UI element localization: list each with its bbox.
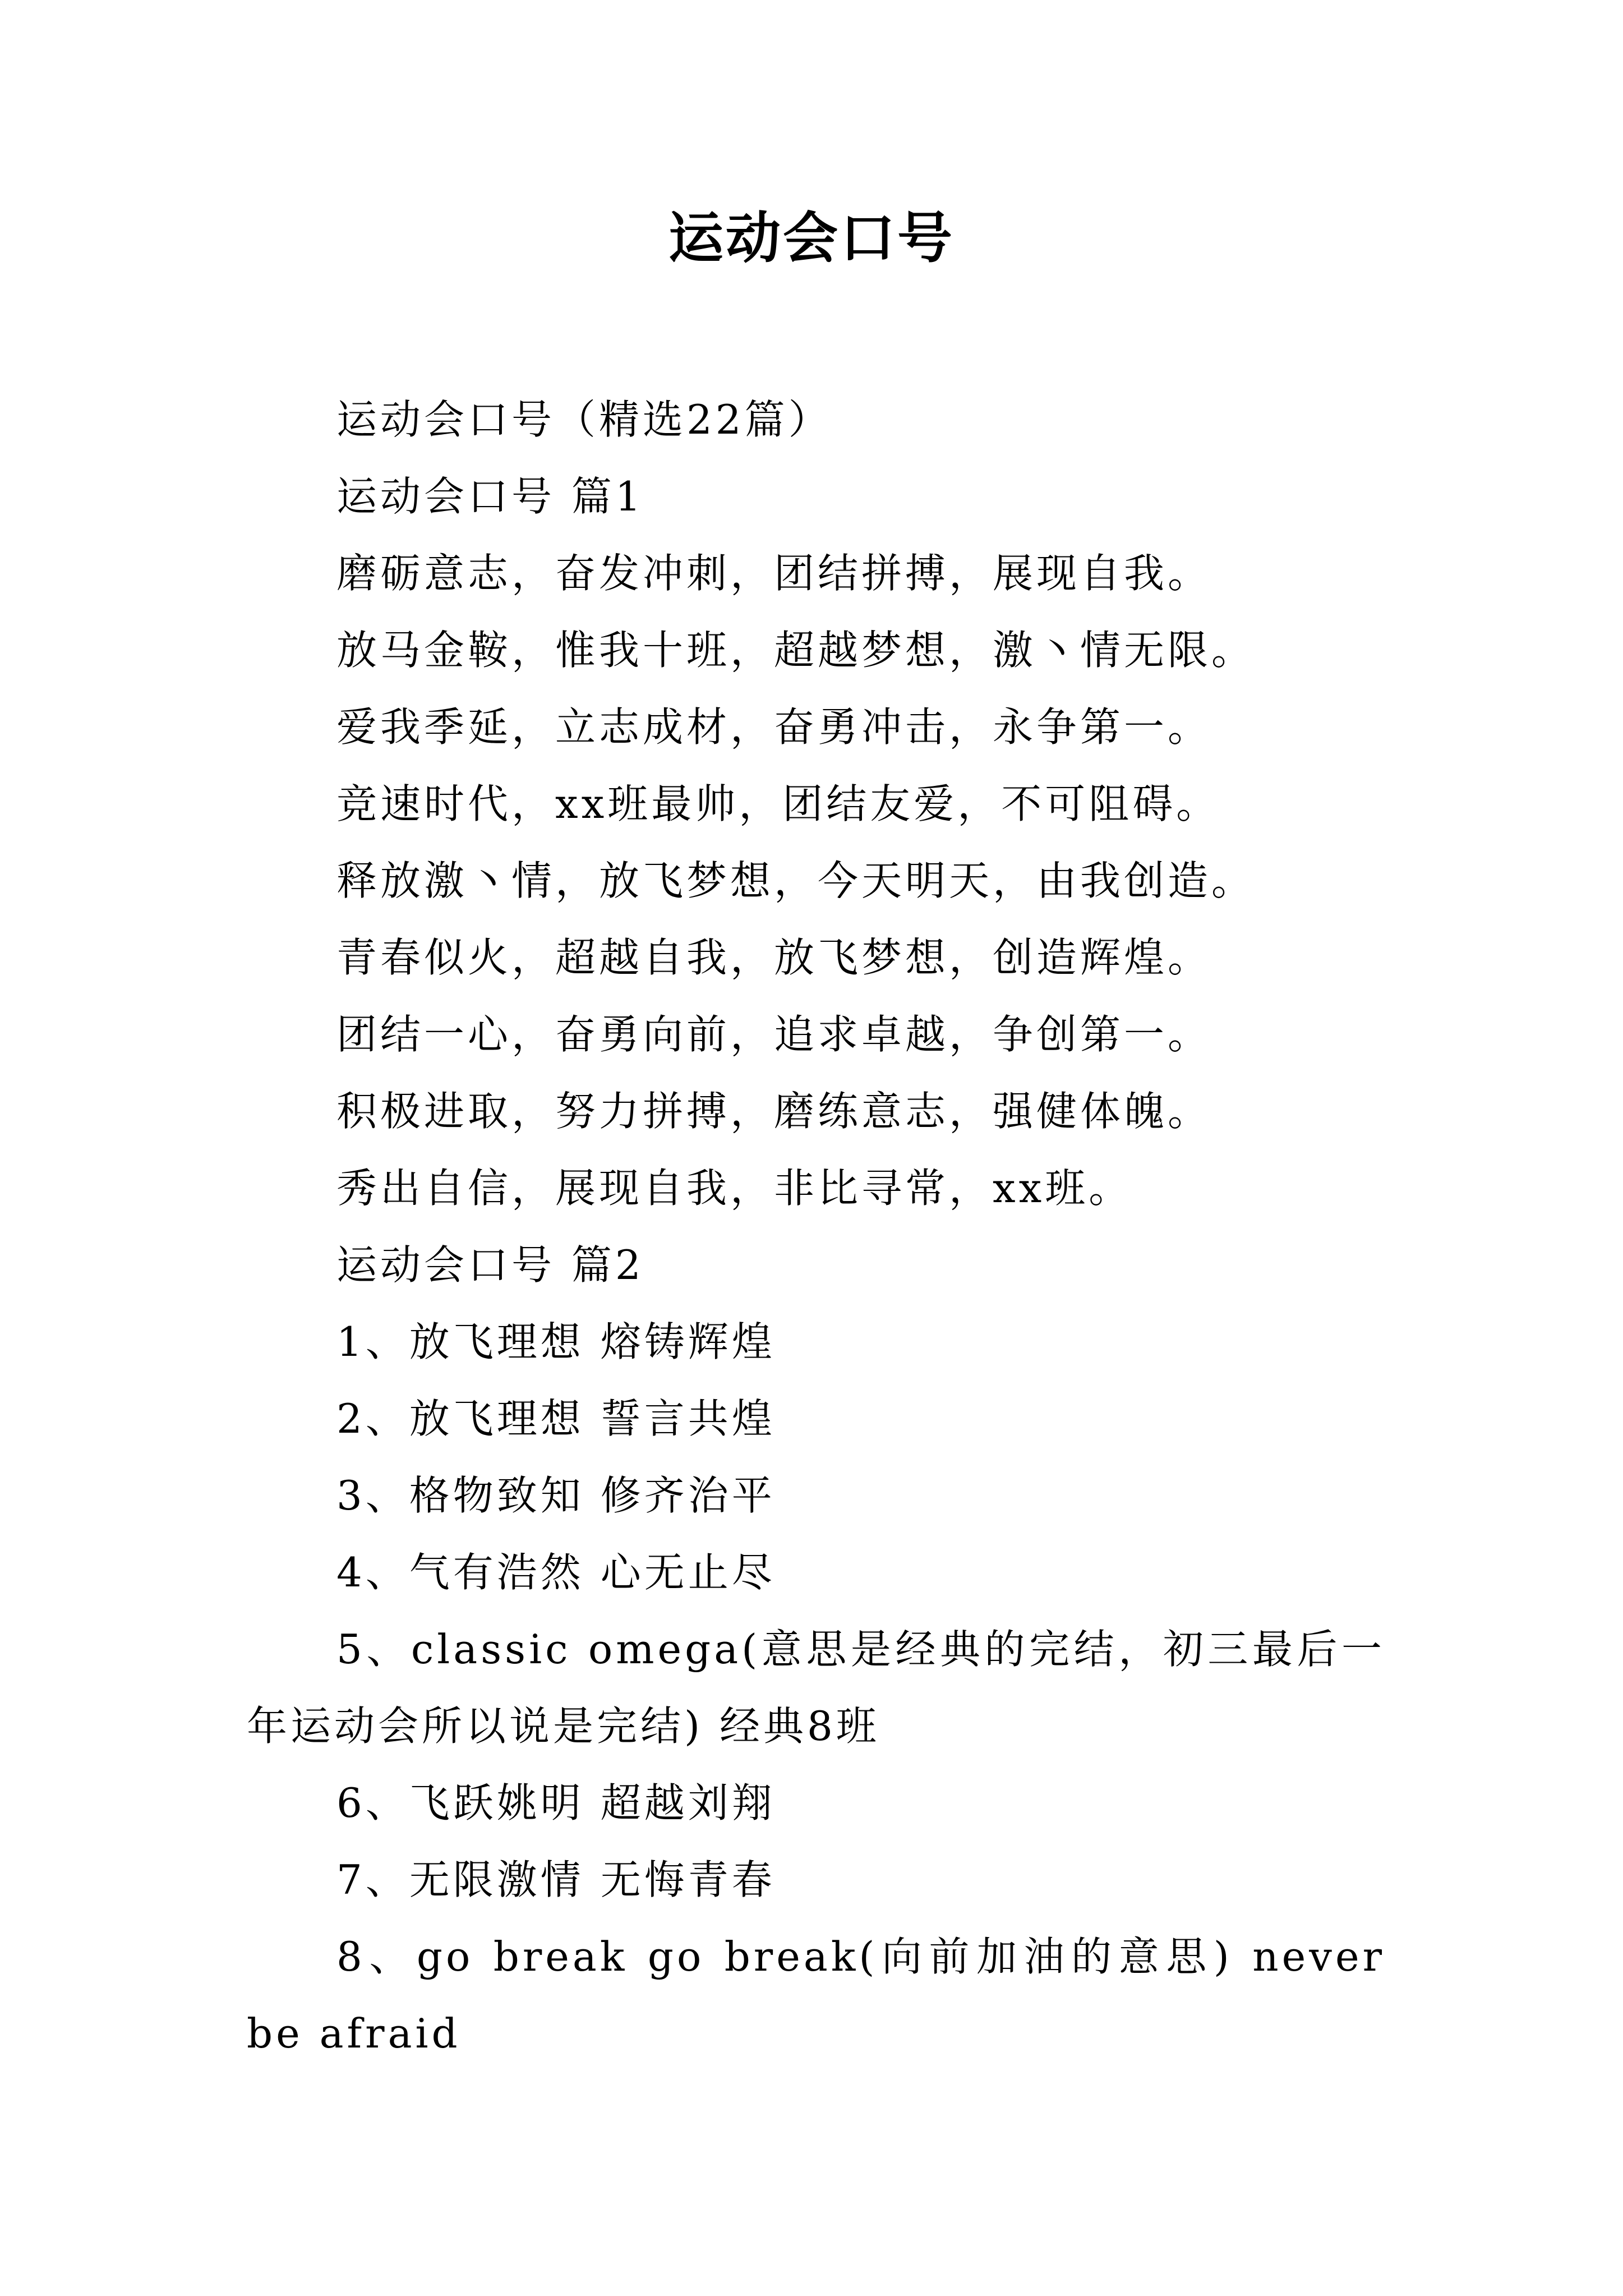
section-heading-2: 运动会口号 篇2 <box>336 1241 644 1289</box>
slogan-paragraph: 5、classic omega(意思是经典的完结，初三最后一年运动会所以说是完结) 经典8班 <box>247 1626 1385 1750</box>
section-heading-1: 运动会口号 篇1 <box>336 473 644 520</box>
slogan-line: 6、飞跃姚明 超越刘翔 <box>336 1779 776 1826</box>
slogan-line: 2、放飞理想 誓言共煌 <box>336 1395 776 1442</box>
slogan-line: 3、格物致知 修齐治平 <box>336 1472 776 1519</box>
slogan-line: 7、无限激情 无悔青春 <box>336 1856 776 1903</box>
subtitle-line: 运动会口号（精选22篇） <box>336 396 832 443</box>
slogan-line: 4、气有浩然 心无止尽 <box>336 1549 776 1596</box>
slogan-line: 团结一心，奋勇向前，追求卓越，争创第一。 <box>336 1011 1212 1058</box>
slogan-paragraph: 8、go break go break(向前加油的意思) never be afraid <box>247 1933 1385 2057</box>
slogan-line: 青春似火，超越自我，放飞梦想，创造辉煌。 <box>336 934 1212 981</box>
slogan-line: 放马金鞍，惟我十班，超越梦想，激丶情无限。 <box>336 627 1256 674</box>
document-title: 运动会口号 <box>668 206 955 270</box>
document-body <box>247 381 1385 2072</box>
slogan-line: 释放激丶情，放飞梦想，今天明天，由我创造。 <box>336 857 1256 904</box>
slogan-line: 竞速时代，xx班最帅，团结友爱，不可阻碍。 <box>336 780 1220 827</box>
slogan-line: 秀出自信，展现自我，非比寻常，xx班。 <box>336 1165 1133 1212</box>
slogan-line: 积极进取，努力拼搏，磨练意志，强健体魄。 <box>336 1088 1212 1135</box>
slogan-line: 磨砺意志，奋发冲刺，团结拼搏，展现自我。 <box>336 550 1212 597</box>
slogan-line: 1、放飞理想 熔铸辉煌 <box>336 1318 776 1365</box>
slogan-line: 爱我季延，立志成材，奋勇冲击，永争第一。 <box>336 703 1212 751</box>
